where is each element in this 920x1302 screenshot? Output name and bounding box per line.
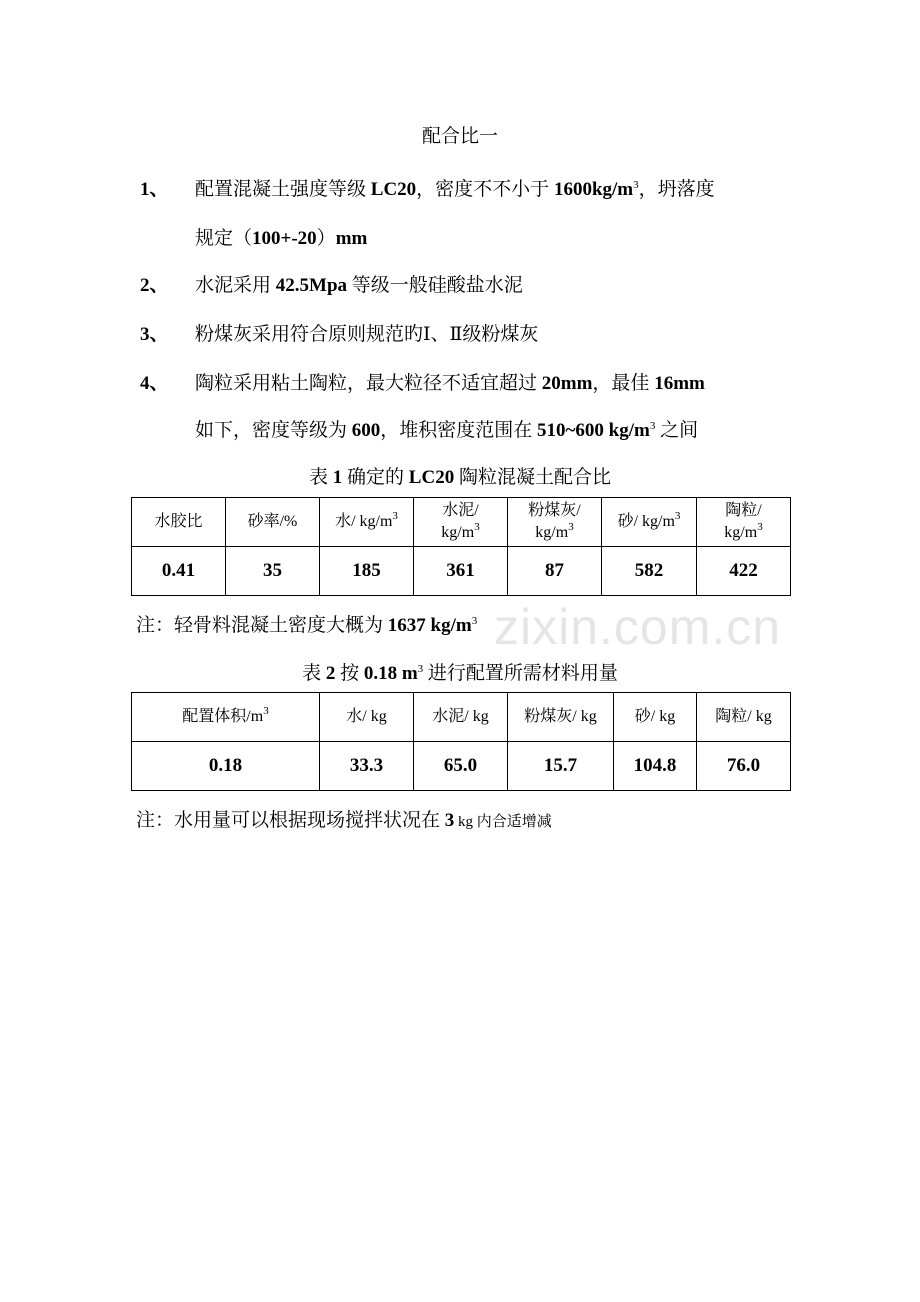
header-cell: 陶粒/ kg [697,693,791,742]
header-cell: 水胶比 [132,498,226,547]
table-row [132,742,791,791]
item-text: 配置混凝土强度等级 LC20，密度不不小于 $1600kg/m^3$，坍落度 [195,179,715,200]
header-cell: 粉煤灰/ kg [508,693,614,742]
value-cell: 422 [697,547,791,596]
header-cell: 配置体积$/m^3$ [132,693,320,742]
list-item-1-continuation: 规定（100+-20）mm [195,228,368,249]
material-usage-table [131,692,791,791]
value-cell: 0.41 [132,547,226,596]
item-text: 粉煤灰采用符合原则规范旳Ⅰ、Ⅱ级粉煤灰 [195,324,539,345]
item-number: 2、 [140,275,169,296]
value-cell: 65.0 [414,742,508,791]
header-cell: 水泥/ $kg/m^3$ [414,498,508,547]
item-number: 1、 [140,179,169,200]
table-row [132,547,791,596]
item-text: 水泥采用 42.5Mpa 等级一般硅酸盐水泥 [195,275,523,296]
value-cell: 361 [414,547,508,596]
header-cell: 水/ kg [320,693,414,742]
table-header-row [132,693,791,742]
value-cell: 185 [320,547,414,596]
table1-caption: 表 1 确定的 LC20 陶粒混凝土配合比 [309,467,611,488]
value-cell: 33.3 [320,742,414,791]
item-number: 3、 [140,324,169,345]
watermark: zixin.com.cn [494,599,782,655]
header-cell: 砂/ $kg/m^3$ [602,498,697,547]
item-number: 4、 [140,373,169,394]
header-cell: 砂率/% [226,498,320,547]
doc-title: 配合比一 [421,126,498,147]
header-cell: 陶粒/ $kg/m^3$ [697,498,791,547]
value-cell: 15.7 [508,742,614,791]
value-cell: 582 [602,547,697,596]
header-cell: 粉煤灰/ $kg/m^3$ [508,498,602,547]
header-cell: 水泥/ kg [414,693,508,742]
table2-caption: 表 2 按 0.18 $m^3$ 进行配置所需材料用量 [302,663,618,684]
list-item-4-continuation: 如下，密度等级为 600，堆积密度范围在 510~600 $kg/m^3$ 之间 [195,420,699,441]
mix-ratio-table [131,497,791,596]
value-cell: 76.0 [697,742,791,791]
header-cell: 砂/ kg [614,693,697,742]
value-cell: 104.8 [614,742,697,791]
value-cell: 0.18 [132,742,320,791]
value-cell: 35 [226,547,320,596]
item-text: 陶粒采用粘土陶粒，最大粒径不适宜超过 20mm，最佳 16mm [195,373,705,394]
note-1: 注：轻骨料混凝土密度大概为 1637 $kg/m^3$ [136,615,478,636]
note-2: 注：水用量可以根据现场搅拌状况在 3 kg 内合适增减 [136,810,552,831]
value-cell: 87 [508,547,602,596]
table-header-row [132,498,791,547]
header-cell: 水/ $kg/m^3$ [320,498,414,547]
